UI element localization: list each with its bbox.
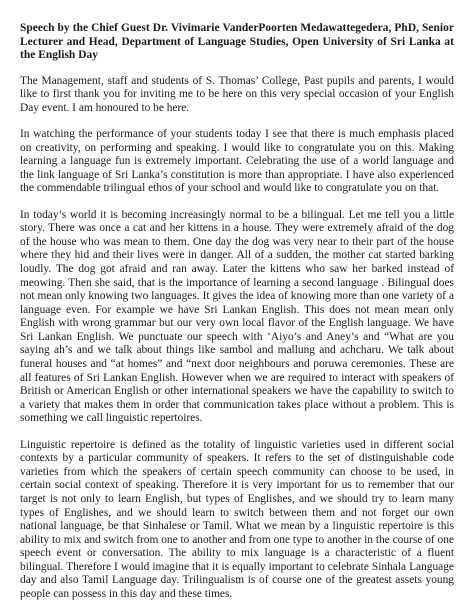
paragraph-performance: In watching the performance of your students today I see that there is much emphasis placed on creativity, on performing and speaking. I would like to congratulate you on this. Making learning a language fun is extremely important. Celebrating the use of a world language and the link language of Sri Lanka’s constitution is more than appropriate. I have also experienced the commendable trilingual ethos of your school and would like to congratulate you on that. [20,128,454,195]
paragraph-bilingual-story: In today’s world it is becoming increasingly normal to be a bilingual. Let me tell you a little story. There was once a cat and her kittens in a house. They were extremely afraid of the dog of the house who was mean to them. One day the dog was very near to their part of the house where they hid and their lives were in danger. All of a sudden, the mother cat started barking loudly. The dog got afraid and ran away. Later the kittens who saw her barked instead of meowing. Then she said, that is the importance of learning a second language . Bilingual does not mean only knowing two languages. It gives the idea of knowing more than one variety of a language even. For example we have Sri Lankan English. This does not mean mean only English with wrong grammar but our very own local flavor of the English language. We have Sri Lankan English. We punctuate our speech with ‘Aiyo’s and Aney’s and “What are you saying ah’s and we talk about things like sambol and mallung and achcharu. We talk about funeral houses and “at homes” and “next door neighbours and poruwa ceremonies. These are all features of Sri Lankan English. However when we are required to interact with speakers of British or American English or other international speakers we have the capability to switch to a variety that makes them in order that communication takes place without a problem. This is something we call linguistic repertoires. [20,208,454,425]
speech-heading: Speech by the Chief Guest Dr. Vivimarie VanderPoorten Medawattegedera, PhD, Senior Lecturer and Head, Department of Language Studies, Open University of Sri Lanka at the English Day [20,22,454,62]
paragraph-greeting: The Management, staff and students of S. Thomas’ College, Past pupils and parents, I would like to first thank you for inviting me to be here on this very special occasion of your English Day event. I am honoured to be here. [20,74,454,114]
document-page [20,22,454,614]
paragraph-linguistic-repertoire: Linguistic repertoire is defined as the totality of linguistic varieties used in different social contexts by a particular community of speakers. It refers to the set of distinguishable code varieties from which the speakers of certain speech community can choose to be used, in certain social context of speaking. Therefore it is very important for us to remember that our target is not only to learn English, but types of Englishes, and we should try to learn many types of Englishes, and we should learn to switch between them and not forget our own national language, be that Sinhalese or Tamil. What we mean by a linguistic repertoire is this ability to mix and switch from one to another and from one type to another in the course of one speech event or conversation. The ability to mix language is a characteristic of a fluent bilingual. Therefore I would imagine that it is equally important to celebrate Sinhala Language day and also Tamil Language day. Trilingualism is of course one of the greatest assets young people can possess in this day and these times. [20,438,454,601]
